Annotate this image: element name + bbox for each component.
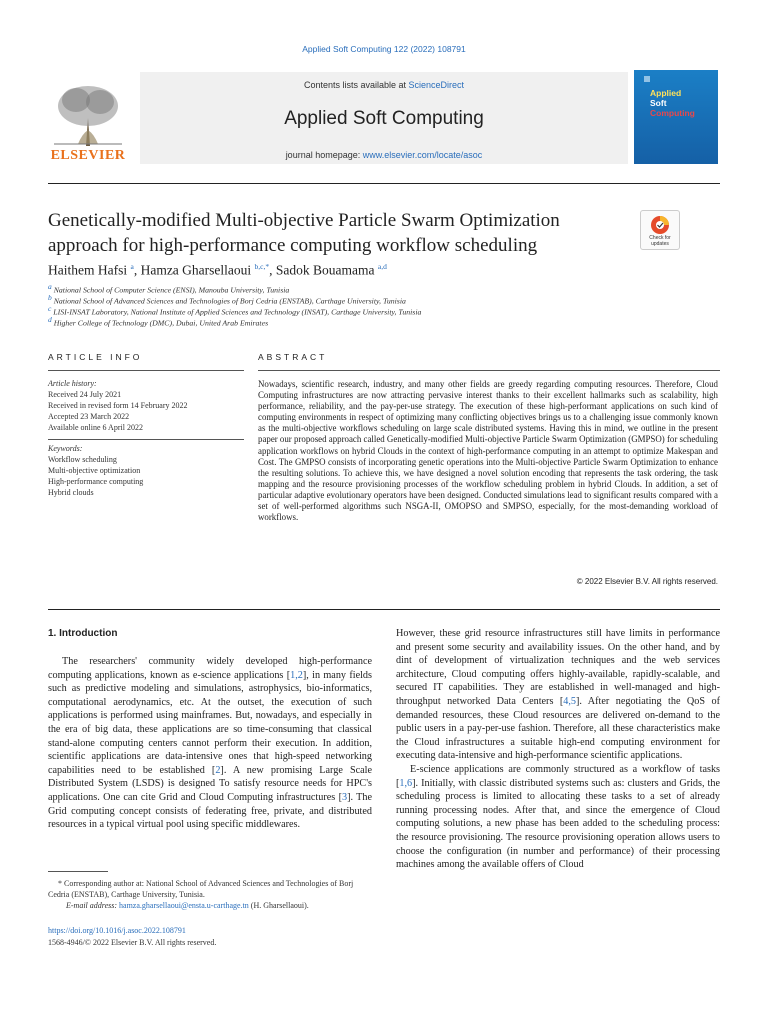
footnote-star: * Corresponding author at: National School of Advanced Sciences and Technologies of Borj Cedria (ENSTAB), Carthage University, Tunisia. (48, 879, 354, 899)
issn-line: 1568-4946/© 2022 Elsevier B.V. All rights reserved. (48, 938, 217, 947)
text-run: The researchers' community widely developed high-performance computing applications, known as e-science applications [ (48, 656, 372, 681)
citation-link[interactable]: 1,6 (399, 777, 413, 789)
author-affil-mark[interactable]: a,d (377, 262, 387, 271)
doi-link[interactable]: https://doi.org/10.1016/j.asoc.2022.108791 (48, 926, 186, 935)
author-affil-mark[interactable]: a (130, 262, 134, 271)
text-run: ]. The Grid computing concept consists of federating free, private, and distributed resources in a typical virtual pool using specific middlewares. (48, 791, 372, 831)
text-run: E-science applications are commonly structured as a workflow of tasks [ (396, 763, 720, 789)
author-name[interactable]: Haithem Hafsi (48, 262, 128, 278)
affiliation-text: National School of Advanced Sciences and Technologies of Borj Cedria (ENSTAB), Carthage University, Tunisia (53, 296, 406, 306)
abstract-bottom-rule (48, 609, 720, 610)
cover-title-line-2: Soft (650, 98, 667, 108)
abstract-text: Nowadays, scientific research, industry, and many other fields are greedy regarding computing resources. Therefore, Cloud Computing infrastructures are now attracting pervasive interest thanks to their excellent hallmarks such as scalability, high performance, reliability, and the pay-per-use strategy. The execution of these high-performant applications on such kind of computing environments in respect of optimizing many conflicting objectives brings us to a challenging issue commonly known as the multi-objective workflows scheduling on large scale distributed systems. Having this in mind, we outline in the present paper our proposed approach called Genetically-modified Multi-objective Particle Swarm Optimization (GMPSO) for scheduling application workflows on hybrid Clouds in the context of high-performance computing in an attempt to optimize Makespan and Cost. The GMPSO consists of incorporating genetic operations into the Multi-objective Particle Swarm Optimization to enhance the resulting solutions. To achieve this, we have designed a novel solution encoding that represents the task ordering, the task mapping and the resource provisioning processes of the workflow scheduling problem in hybrid Clouds. In addition, a set of particular adaptive evolutionary operators have been designed. Conducted simulations lead to significant results compared with a set of well-performed algorithms such NSGA-II, OMOPSO and SMPSO, especially, for the most-demanding workload of workflows. (258, 379, 718, 523)
affiliation (48, 315, 268, 328)
check-updates-label: Check for updates (649, 235, 671, 247)
revised-date: Received in revised form 14 February 2022 (48, 401, 188, 410)
text-run: ], in many fields such as predictive modeling and simulations, astrophysics, bio-informatics, computational aerodynamics, etc. At the outset, the execution of such applications is performed using mainframes. But, nowadays, and especially in the era of big data, these applications are so time-consuming that classical stand-alone computing centers cannot perform their execution. In addition, scientific applications are data-intensive ones that high-speed networking capabilities need to be established [ (48, 669, 372, 776)
elsevier-wordmark: ELSEVIER (50, 148, 126, 163)
abstract-heading: ABSTRACT (258, 352, 328, 362)
citation-link[interactable]: 3 (341, 791, 348, 803)
cover-logo-mark (644, 76, 650, 82)
intro-right-column (396, 627, 720, 872)
paper-title: Genetically-modified Multi-objective Particle Swarm Optimization approach for high-performance computing workflow scheduling (48, 210, 560, 256)
keyword: Multi-objective optimization (48, 466, 141, 475)
keyword: Hybrid clouds (48, 488, 94, 497)
author-name[interactable]: Hamza Gharsellaoui (140, 262, 252, 278)
footnote-rule (48, 871, 108, 872)
section-heading-introduction: 1. Introduction (48, 628, 118, 639)
abstract-rule (258, 370, 720, 371)
history-label: Article history: (48, 379, 97, 388)
author-name[interactable]: Sadok Bouamama (275, 262, 375, 278)
citation-link[interactable]: 2 (215, 764, 221, 776)
affiliation-text: National School of Computer Science (ENSI), Manouba University, Tunisia (53, 285, 290, 295)
article-info-heading: ARTICLE INFO (48, 352, 143, 362)
online-date: Available online 6 April 2022 (48, 423, 143, 432)
text-run: ]. Initially, with classic distributed systems such as: clusters and Grids, the scheduling process is limited to allocating these tasks to a set of already running processing nodes. After that, and since the emergence of Cloud computing solutions, a new phase has been added to the scheduling process: the resource provisioning. The resource provisioning operation allows users to choose the configuration (in number and performance) of their processing machines among the available offers of Cloud (396, 777, 720, 871)
contents-available-line (140, 80, 628, 90)
homepage-prefix: journal homepage: (285, 150, 363, 160)
abstract-copyright: © 2022 Elsevier B.V. All rights reserved. (576, 577, 718, 586)
affiliation-mark: a (48, 282, 52, 291)
cover-title-line-1: Applied (650, 88, 682, 98)
author-affil-mark[interactable]: b,c,* (254, 262, 270, 271)
email-suffix: (H. Gharsellaoui). (250, 901, 309, 910)
affiliation-text: LISI-INSAT Laboratory, National Institute of Applied Sciences and Technology (INSAT), Carthage University, Tunisia (53, 307, 422, 317)
homepage-link[interactable]: www.elsevier.com/locate/asoc (362, 150, 483, 160)
intro-paragraph (396, 763, 720, 872)
text-run: ]. After negotiating the QoS of demanded resources, these Cloud resources are delivered on-demand to the public users in a pay-per-use fashion. Therefore, all these characteristics make the Cloud infrastructures a suitable high-end computing environment for executing data-intensive and high-performance scientific applications. (396, 695, 720, 762)
footnote-email-line (48, 900, 374, 911)
cover-title-line-3: Computing (650, 108, 695, 118)
header-rule (48, 183, 720, 184)
intro-paragraph (48, 655, 372, 832)
doi-block (48, 925, 216, 949)
journal-homepage-line (140, 150, 628, 160)
accepted-date: Accepted 23 March 2022 (48, 412, 130, 421)
affiliation-text: Higher College of Technology (DMC), Dubai, United Arab Emirates (53, 318, 269, 328)
keyword: High-performance computing (48, 477, 144, 486)
cover-title (650, 88, 695, 118)
citation-link[interactable]: 4,5 (563, 695, 576, 707)
journal-reference[interactable]: Applied Soft Computing 122 (2022) 108791 (302, 44, 466, 54)
email-label: E-mail address: (66, 901, 118, 910)
text-run: ]. A new promising Large Scale Distributed System (LSDS) is designed To satisfy resource needs for HPC's applications. One can cite Grid and Cloud Computing infrastructures [ (48, 764, 373, 803)
footnote-text: Corresponding author at: National School of Advanced Sciences and Technologies of Borj Cedria (ENSTAB), Carthage University, Tunisia. (48, 879, 354, 899)
affiliation-mark: d (48, 315, 52, 324)
keywords-rule (48, 439, 244, 440)
journal-name: Applied Soft Computing (284, 108, 484, 129)
keywords-label: Keywords: (48, 444, 83, 453)
intro-paragraph (396, 627, 720, 763)
authors-line: Haithem Hafsi $^a$, Hamza Gharsellaoui $^{b,c,*}$, Sadok Bouamama $^{a,d}$ (48, 262, 387, 278)
contents-prefix: Contents lists available at (303, 80, 409, 90)
received-date: Received 24 July 2021 (48, 390, 122, 399)
corresponding-author-footnote (48, 878, 374, 911)
sciencedirect-link[interactable]: ScienceDirect (408, 80, 465, 90)
keyword: Workflow scheduling (48, 455, 117, 464)
email-link[interactable]: hamza.gharsellaoui@ensta.u-carthage.tn (119, 901, 249, 910)
intro-left-column (48, 655, 372, 832)
article-info-rule (48, 370, 244, 371)
text-run: However, these grid resource infrastructures still have limits in performance and present some security and availability issues. On the other hand, and by dint of development of virtualization techniques and the web services architecture, Cloud computing offers highly-available, rapidly-scalable, and secured IT capabilities. They are established in well-managed and high-throughput networked Data Centers [ (396, 628, 720, 707)
check-for-updates-badge[interactable] (640, 210, 680, 250)
citation-link[interactable]: 1,2 (290, 669, 303, 681)
affiliation-mark: c (48, 304, 52, 313)
affiliation-mark: b (48, 293, 52, 302)
